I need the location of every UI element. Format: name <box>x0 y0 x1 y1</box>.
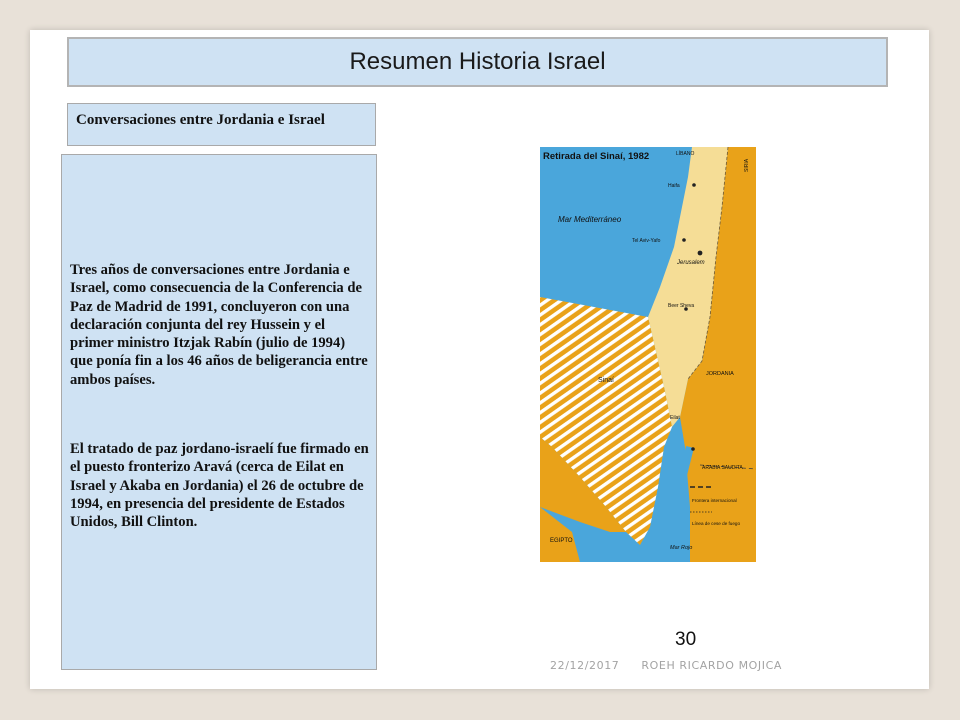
paragraph-1: Tres años de conversaciones entre Jordania e Israel, como consecuencia de la Conferencia de Paz de Madrid de 1991, concluyeron con una declaración conjunta del rey Hussein y el primer ministro Itzjak Rabín (julio de 1994) que ponía fin a los 46 años de beligerancia entre ambos países. <box>70 262 368 388</box>
map-label-mar-med: Mar Mediterráneo <box>558 215 622 224</box>
map-label-beersheva: Beer Sheva <box>668 303 695 309</box>
map-label-arabia: ARABIA SAUDITA <box>702 465 743 471</box>
page-number: 30 <box>675 629 697 650</box>
title-box <box>67 37 888 87</box>
body-text-box <box>61 154 377 670</box>
footer <box>550 659 782 672</box>
slide <box>30 30 929 689</box>
map-label-jerusalem: Jerusalem <box>677 260 705 266</box>
footer-date: 22/12/2017 <box>550 659 620 672</box>
map-label-egipto: EGIPTO <box>550 538 573 544</box>
slide-subtitle: Conversaciones entre Jordania e Israel <box>76 112 325 128</box>
map-label-siria: SIRIA <box>744 158 750 172</box>
subtitle-box <box>67 103 376 146</box>
slide-title: Resumen Historia Israel <box>349 48 606 75</box>
map-label-jordania: JORDANIA <box>706 371 734 377</box>
footer-author: ROEH RICARDO MOJICA <box>641 659 783 672</box>
map-label-frontera: Frontera internacional <box>692 498 737 503</box>
map-label-haifa: Haifa <box>668 183 680 189</box>
map-label-liban: LÍBANO <box>676 151 695 157</box>
map-label-eilat: Eilat <box>670 415 680 421</box>
map-label-linea: Línea de cese de fuego <box>692 521 741 526</box>
map-title: Retirada del Sinaí, 1982 <box>543 151 650 162</box>
map-label-telaviv: Tel Aviv-Yafo <box>632 238 661 244</box>
map-label-mar-rojo: Mar Rojo <box>670 545 693 551</box>
paragraph-2: El tratado de paz jordano-israelí fue firmado en el puesto fronterizo Aravá (cerca de Eilat en Israel y Akaba en Jordania) el 26 de octubre de 1994, en presencia del presidente de Estados Unidos, Bill Clinton. <box>70 441 369 531</box>
sinai-map-image <box>540 147 756 562</box>
map-label-sinai: Sinaí <box>598 377 614 384</box>
